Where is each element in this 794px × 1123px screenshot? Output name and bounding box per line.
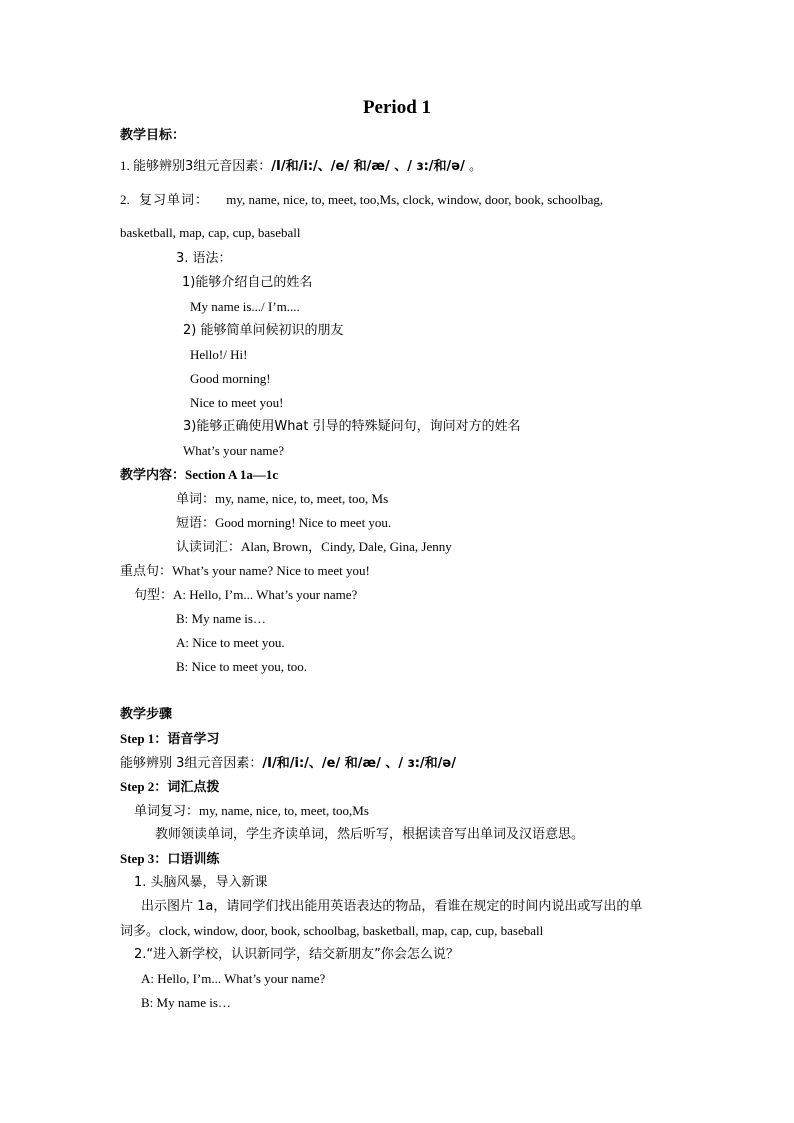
objectives-heading: 教学目标： bbox=[120, 127, 186, 142]
page-title: Period 1 bbox=[362, 97, 432, 118]
pattern-a1: A: Hello, I’m... What’s your name? bbox=[173, 587, 358, 602]
step-1-content bbox=[120, 754, 456, 773]
objective-3-sub1-example: My name is.../ I’m.... bbox=[190, 299, 300, 314]
step-3-item-2: 2.“进入新学校，认识新同学，结交新朋友”你会怎么说？ bbox=[134, 947, 459, 962]
step-1-heading bbox=[120, 730, 219, 749]
step-2-text: 教师领读单词，学生齐读单词，然后听写，根据读音写出单词及汉语意思。 bbox=[155, 827, 585, 842]
objective-3-sub3: 3)能够正确使用What 引导的特殊疑问句，询问对方的姓名 bbox=[183, 419, 521, 434]
step-2-title: 词汇点拨 bbox=[167, 780, 220, 795]
step-3-item-1-text-line2: 词多。clock, window, door, book, schoolbag, basketball, map, cap, cup, baseball bbox=[120, 923, 544, 938]
objective-2 bbox=[120, 191, 603, 210]
pattern-b1: B: My name is… bbox=[176, 611, 266, 626]
step-2-heading bbox=[120, 778, 219, 797]
content-section: Section A 1a—1c bbox=[185, 467, 279, 482]
step-3-label: Step 3： bbox=[120, 851, 168, 866]
content-pattern bbox=[134, 586, 357, 605]
content-key-sentences bbox=[120, 562, 370, 581]
content-read-words: 认读词汇：Alan, Brown，Cindy, Dale, Gina, Jenny bbox=[176, 539, 452, 554]
step-3-title: 口语训练 bbox=[167, 852, 220, 867]
objective-3-sub1: 1)能够介绍自己的姓名 bbox=[182, 275, 313, 290]
objective-3-sub2: 2) 能够简单问候初识的朋友 bbox=[183, 323, 344, 338]
objective-3-sub2-example1: Hello!/ Hi! bbox=[190, 347, 248, 362]
pattern-b2: B: Nice to meet you, too. bbox=[176, 659, 308, 674]
step-3-item-1-text-line1: 出示图片 1a，请同学们找出能用英语表达的物品，看谁在规定的时间内说出或写出的单 bbox=[141, 899, 643, 914]
content-phrases: 短语：Good morning! Nice to meet you. bbox=[176, 515, 392, 530]
key-sentences-label: 重点句： bbox=[120, 564, 173, 579]
objective-3-label: 3. 语法： bbox=[176, 251, 232, 266]
step-3-dialogue-a: A: Hello, I’m... What’s your name? bbox=[141, 971, 326, 986]
objective-2-words-line1: my, name, nice, to, meet, too,Ms, clock, window, door, book, schoolbag, bbox=[226, 192, 604, 207]
key-sentences-text: What’s your name? Nice to meet you! bbox=[172, 563, 370, 578]
objective-1-number: 1. bbox=[120, 158, 130, 173]
step-1-title: 语音学习 bbox=[167, 732, 220, 747]
objective-1-end: 。 bbox=[464, 159, 483, 174]
step-1-text: 能够辨别 3组元音因素： bbox=[120, 756, 263, 771]
content-heading-line bbox=[120, 466, 278, 485]
steps-heading: 教学步骤 bbox=[120, 707, 173, 722]
objective-3-sub2-example3: Nice to meet you! bbox=[190, 395, 284, 410]
content-words: 单词：my, name, nice, to, meet, too, Ms bbox=[176, 491, 389, 506]
step-2-label: Step 2： bbox=[120, 779, 168, 794]
pattern-label: 句型： bbox=[134, 588, 174, 603]
step-1-label: Step 1： bbox=[120, 731, 168, 746]
step-3-heading bbox=[120, 850, 219, 869]
step-1-phonemes: /I/和/i:/、/e/ 和/æ/ 、/ ɜ:/和/ə/ bbox=[262, 756, 456, 771]
step-2-review: 单词复习：my, name, nice, to, meet, too,Ms bbox=[134, 803, 369, 818]
objective-2-label: 复习单词： bbox=[139, 193, 210, 208]
pattern-a2: A: Nice to meet you. bbox=[176, 635, 285, 650]
objective-2-number: 2. bbox=[120, 192, 130, 207]
objective-1-text: 能够辨别3组元音因素： bbox=[133, 159, 272, 174]
content-heading: 教学内容： bbox=[120, 468, 186, 483]
step-3-dialogue-b: B: My name is… bbox=[141, 995, 231, 1010]
objective-3-sub2-example2: Good morning! bbox=[190, 371, 271, 386]
objective-2-words-line2: basketball, map, cap, cup, baseball bbox=[120, 225, 301, 240]
objective-1-phonemes: /I/和/i:/、/e/ 和/æ/ 、/ ɜ:/和/ə/ bbox=[271, 159, 465, 174]
objective-1 bbox=[120, 157, 482, 176]
step-3-item-1: 1. 头脑风暴，导入新课 bbox=[134, 875, 268, 890]
objective-3-sub3-example: What’s your name? bbox=[183, 443, 285, 458]
